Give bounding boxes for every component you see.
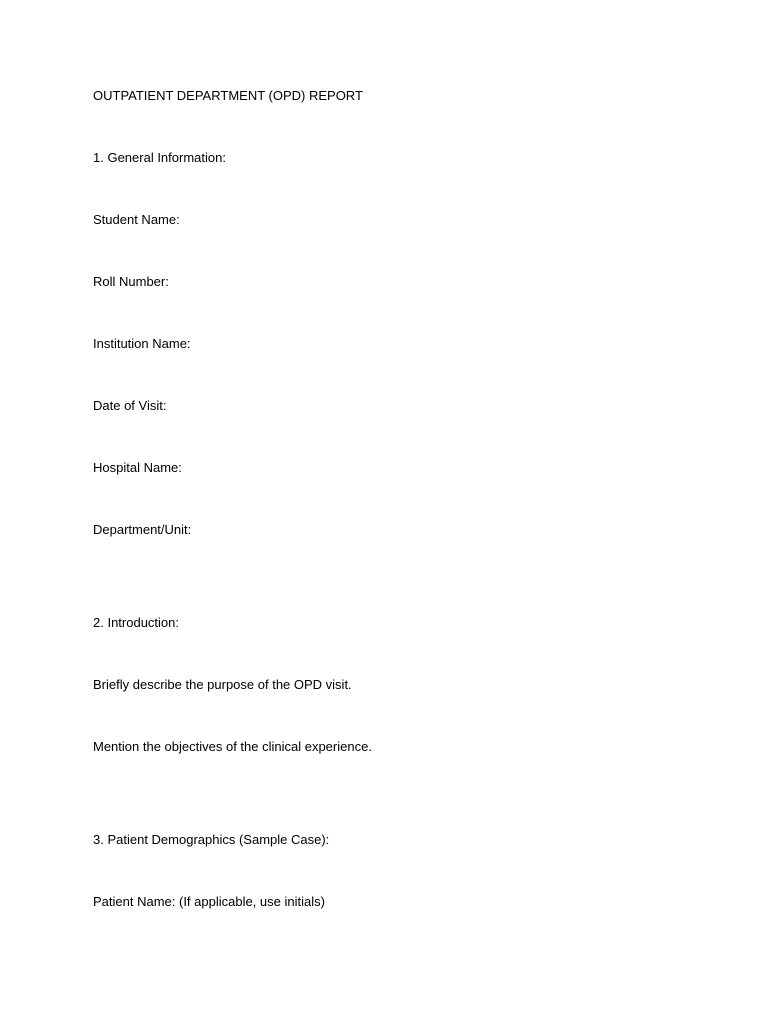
field-label-patient-name: Patient Name: (If applicable, use initials) (93, 894, 325, 909)
section-heading-patient-demographics: 3. Patient Demographics (Sample Case): (93, 832, 330, 847)
section-heading-general-information: 1. General Information: (93, 150, 226, 165)
field-label-student-name: Student Name: (93, 212, 180, 227)
field-label-institution-name: Institution Name: (93, 336, 191, 351)
field-label-date-of-visit: Date of Visit: (93, 398, 167, 413)
section-heading-introduction: 2. Introduction: (93, 615, 179, 630)
intro-line-purpose: Briefly describe the purpose of the OPD visit. (93, 677, 352, 692)
field-label-department-unit: Department/Unit: (93, 522, 192, 537)
intro-line-objectives: Mention the objectives of the clinical experience. (93, 739, 372, 754)
field-label-roll-number: Roll Number: (93, 274, 169, 289)
field-label-hospital-name: Hospital Name: (93, 460, 182, 475)
document-title: OUTPATIENT DEPARTMENT (OPD) REPORT (93, 88, 363, 103)
